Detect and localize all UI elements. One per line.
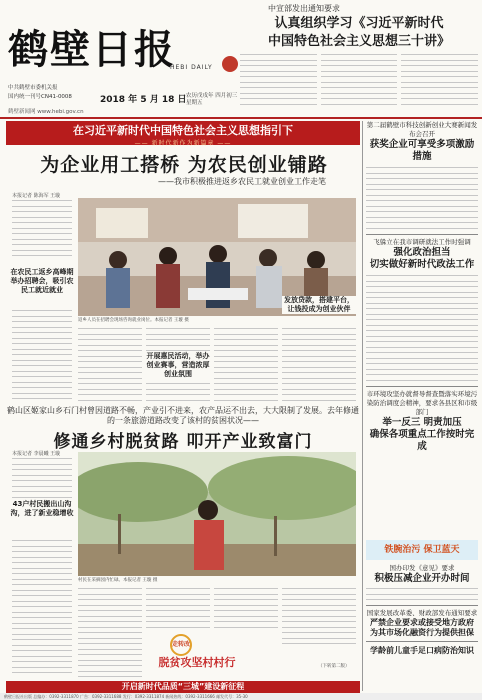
right-story-6-headline[interactable]: 学龄前儿童手足口病防治知识 (370, 646, 474, 655)
top-story-headline-2: 中国特色社会主义思想三十讲》 (267, 34, 450, 49)
newspaper-title: 鹤壁日报 (8, 26, 176, 73)
second-body-column (12, 540, 72, 676)
right-story-2-body (366, 275, 478, 383)
second-photo[interactable] (78, 452, 356, 576)
right-lower (366, 564, 478, 657)
right-story-5-headline-2: 为其市场化融资行为提供担保 (370, 628, 474, 637)
masthead-divider (0, 117, 482, 119)
bottom-banner[interactable]: 开启新时代品质“三城”建设新征程 (6, 681, 360, 693)
orchard-photo (78, 452, 356, 576)
lunar-date-text: 农历戊戌年 四月初三 (186, 93, 238, 99)
right-story-4-headline: 积极压减企业开办时间 (374, 573, 470, 584)
right-story-3-headline-1: 举一反三 明责加压 (382, 417, 462, 428)
body-column (240, 54, 317, 110)
column-promo[interactable] (120, 634, 274, 678)
theme-banner (6, 121, 360, 145)
right-story-3[interactable] (366, 390, 478, 453)
right-story-1-headline: 获奖企业可享受多项激励措施 (369, 139, 475, 162)
right-story-4-kicker: 国办印发《意见》要求 (389, 564, 455, 572)
divider (366, 641, 478, 642)
body-column (401, 54, 478, 110)
issue-number: 国内统一刊号CN41-0008 (8, 94, 72, 100)
newspaper-title-english: HEBI DAILY (170, 64, 213, 71)
newspaper-logo-icon (222, 56, 238, 72)
top-story-body (240, 54, 478, 110)
top-story[interactable] (240, 3, 478, 117)
main-byline: 本报记者 陈海军 王璇 (12, 193, 61, 199)
right-story-3-kicker: 市环境攻坚办就督导督查暨落实环境污染防治调度会精神，要求各县区和市级部门 (366, 390, 478, 416)
second-body-column (214, 588, 278, 632)
weekday: 星期五 (186, 100, 203, 106)
divider (366, 386, 478, 387)
top-story-kicker: 中宣部发出通知要求 (268, 4, 340, 13)
second-body-column (282, 588, 356, 648)
right-story-1-body (366, 167, 478, 231)
second-headline[interactable]: 修通乡村脱贫路 叩开产业致富门 (53, 432, 313, 452)
right-story-1[interactable] (366, 121, 478, 163)
main-subhead-1: 在农民工返乡高峰期举办招聘会，吸引农民工就近就业 (10, 268, 74, 294)
issue-date: 2018 年 5 月 18 日 (100, 95, 187, 105)
divider (366, 605, 478, 606)
right-story-3-headline-2: 确保各项重点工作按时完成 (369, 429, 475, 452)
right-story-2-headline-2: 切实做好新时代政法工作 (369, 259, 475, 270)
campaign-ad[interactable]: 铁腕治污 保卫蓝天 (366, 540, 478, 560)
publication-info-strip: 鹤壁日报社出版 总编办：0392-3311870 广告：0392-3311688 发行：0392-3311874 新闻热线：0392-3311666 邮发代号：35-30 (0, 693, 482, 700)
right-story-4[interactable] (366, 564, 478, 585)
second-subhead: 43户村民搬出山沟沟，进了新业稳增收 (10, 500, 74, 517)
theme-banner-title: 在习近平新时代中国特色社会主义思想指引下 (73, 124, 293, 137)
main-body-column (12, 200, 72, 260)
divider (366, 234, 478, 235)
second-photo-caption: 村民在采摘园内忙碌。本报记者 王璇 摄 (78, 578, 158, 583)
second-body-column (12, 458, 72, 498)
main-subhead-2: 开展惠民活动，举办创业赛事，营造浓厚创业氛围 (144, 352, 212, 379)
publisher: 中共鹤壁市委机关报 (8, 85, 58, 91)
right-story-5-headline-1: 严禁企业要求或接受地方政府 (370, 618, 474, 627)
main-body-column (282, 328, 356, 402)
main-subheadline: ——我市积极推进返乡农民工就业创业工作走笔 (158, 177, 326, 186)
right-story-2-headline-1: 强化政治担当 (393, 247, 451, 258)
body-column (321, 54, 398, 110)
main-photo-caption: 返乡人员在招聘会现场咨询就业岗位。本报记者 王璇 摄 (78, 318, 189, 323)
website-tag[interactable]: 鹤壁新闻网 www.hebi.gov.cn (8, 109, 84, 115)
second-byline: 本报记者 李晨曦 王璇 (12, 451, 61, 457)
main-body-column (12, 310, 72, 402)
continued-note: （下转第二版） (318, 664, 350, 669)
promo-badge: 走转改 (170, 634, 192, 656)
top-story-headline-1: 认真组织学习《习近平新时代 (274, 16, 444, 31)
main-subhead-3: 发放贷款，搭建平台，让钱投成为创业伙伴 (284, 296, 354, 313)
promo-title: 脱贫攻坚村村行 (158, 656, 236, 669)
right-story-5-kicker: 国家发展改革委、财政部发布通知要求 (366, 609, 478, 617)
column-divider (362, 121, 363, 691)
right-story-2[interactable] (366, 238, 478, 271)
right-column (366, 121, 478, 453)
right-story-4-body (366, 588, 478, 602)
main-headline[interactable]: 为企业用工搭桥 为农民创业铺路 (40, 154, 328, 176)
right-story-2-kicker: 飞躲立在我市调研就法工作时强调 (373, 238, 471, 246)
second-body-column (146, 588, 210, 632)
right-story-5[interactable] (366, 609, 478, 638)
right-story-1-kicker: 第二届鹤壁市科技创新创业大赛新闻发布会召开 (366, 121, 478, 138)
theme-banner-subtitle: —— 新时代新作为新篇章 —— (134, 140, 232, 147)
second-story-kicker: 鹤山区姬家山乡石门村曾因道路不畅，产业引不进来，农产品运不出去，大大限制了发展。去年修通的一条旅游道路改变了该村的贫困状况—— (7, 406, 359, 425)
main-body-column (214, 328, 278, 402)
main-body-column (78, 328, 142, 402)
